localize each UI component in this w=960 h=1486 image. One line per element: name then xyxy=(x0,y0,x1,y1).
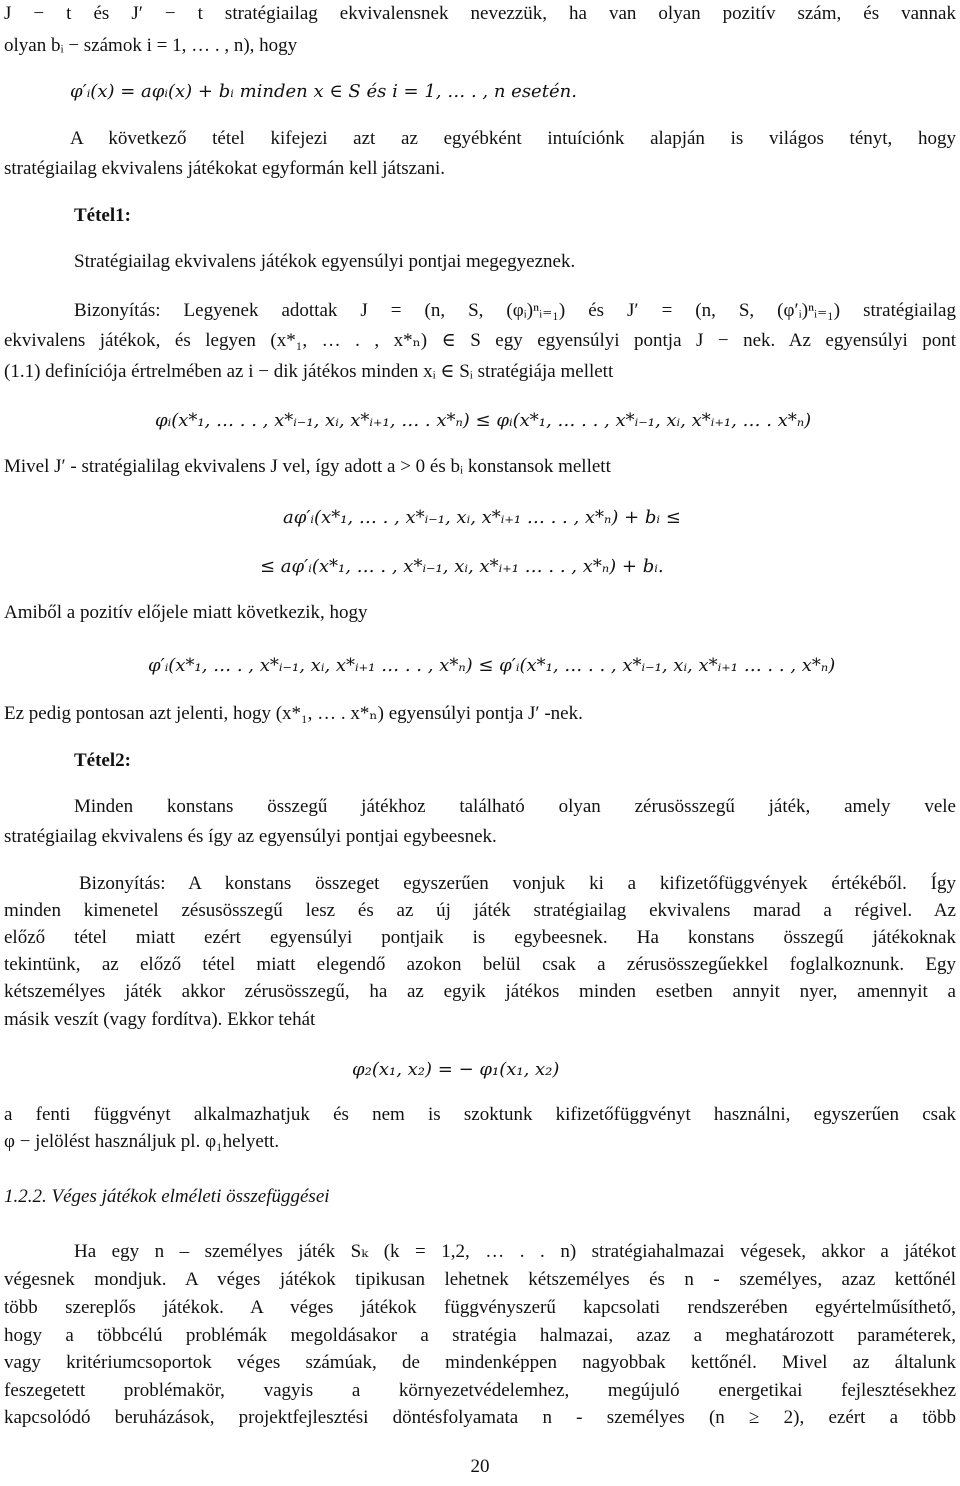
text-line: olyan bᵢ − számok i = 1, … . , n), hogy xyxy=(4,35,298,56)
text-line: ekvivalens játékok, és legyen (x*₁, … . , x*ₙ) ∈ S egy egyensúlyi pontja J − nek. Az egyensúlyi pont xyxy=(4,330,956,351)
text-line: stratégiailag ekvivalens játékokat egyformán kell játszani. xyxy=(4,158,446,179)
text-line: kétszemélyes játék akkor zérusösszegű, ha az egyik játékos minden esetben annyit nyer, amennyit a xyxy=(4,981,956,1002)
theorem-statement: Stratégiailag ekvivalens játékok egyensúlyi pontjai megegyeznek. xyxy=(74,251,576,272)
text-line: hogy a többcélú problémák megoldásakor a stratégia halmazai, azaz a meghatározott paraméterek, xyxy=(4,1325,956,1346)
formula: φ′ᵢ(x) = aφᵢ(x) + bᵢ minden x ∈ S és i = 1, … . , n esetén. xyxy=(70,81,577,102)
text-line: (1.1) definíciója értrelmében az i − dik játékos minden xᵢ ∈ Sᵢ stratégiája mellett xyxy=(4,361,614,382)
text-line: több szereplős játékok. A véges játékok függvényszerű kapcsolati rendszerében egyértelműsíthető, xyxy=(4,1297,956,1318)
text-line: Amiből a pozitív előjele miatt következik, hogy xyxy=(4,602,368,623)
text-line: minden kimenetel zésusösszegű lesz és az új játék stratégiailag ekvivalens marad a régivel. Az xyxy=(4,900,956,921)
formula: φ₂(x₁, x₂) = − φ₁(x₁, x₂) xyxy=(352,1059,560,1080)
page-number: 20 xyxy=(470,1456,490,1477)
text-line: φ − jelölést használjuk pl. φ₁helyett. xyxy=(4,1131,280,1152)
text-line: Ez pedig pontosan azt jelenti, hogy (x*₁, … . x*ₙ) egyensúlyi pontja J′ -nek. xyxy=(4,703,583,724)
text-line: feszegetett problémakör, vagyis a környezetvédelemhez, megújuló energetikai fejlesztésekhez xyxy=(4,1380,956,1401)
text-line: a fenti függvényt alkalmazhatjuk és nem is szoktunk kifizetőfüggvényt használni, egyszerűen csak xyxy=(4,1104,956,1125)
text-line: végesnek mondjuk. A véges játékok tipikusan lehetnek kétszemélyes és n - személyes, azaz kettőnél xyxy=(4,1269,956,1290)
theorem-heading: Tétel1: xyxy=(74,205,131,226)
text-line: J − t és J′ − t stratégiailag ekvivalensnek nevezzük, ha van olyan pozitív szám, és vannak xyxy=(4,3,956,24)
text-line: A következő tétel kifejezi azt az egyébként intuíciónk alapján is világos tényt, hogy xyxy=(70,128,956,149)
formula: aφ′ᵢ(x*₁, … . , x*ᵢ₋₁, xᵢ, x*ᵢ₊₁ … . . , x*ₙ) + bᵢ ≤ xyxy=(283,507,681,528)
text-line: Bizonyítás: Legyenek adottak J = (n, S, (φᵢ)ⁿᵢ₌₁) és J′ = (n, S, (φ′ᵢ)ⁿᵢ₌₁) stratégiailag xyxy=(74,300,956,321)
formula: φᵢ(x*₁, … . . , x*ᵢ₋₁, xᵢ, x*ᵢ₊₁, … . x*ₙ) ≤ φᵢ(x*₁, … . . , x*ᵢ₋₁, xᵢ, x*ᵢ₊₁, … . x*ₙ) xyxy=(155,410,812,431)
text-line: vagy kritériumcsoportok véges számúak, de mindenképpen nagyobbak kettőnél. Mivel az általunk xyxy=(4,1352,956,1373)
section-heading: 1.2.2. Véges játékok elméleti összefüggései xyxy=(4,1186,330,1207)
theorem-statement: stratégiailag ekvivalens és így az egyensúlyi pontjai egybeesnek. xyxy=(4,826,497,847)
text-line: Ha egy n – személyes játék Sₖ (k = 1,2, … . . n) stratégiahalmazai végesek, akkor a játékot xyxy=(74,1241,956,1262)
text-line: másik veszít (vagy fordítva). Ekkor tehát xyxy=(4,1009,316,1030)
text-line: Bizonyítás: A konstans összeget egyszerűen vonjuk ki a kifizetőfüggvények értékéből. Így xyxy=(79,873,956,894)
text-line: előző tétel miatt ezért egyensúlyi pontjaik is egybeesnek. Ha konstans összegű játékoknak xyxy=(4,927,956,948)
formula: ≤ aφ′ᵢ(x*₁, … . , x*ᵢ₋₁, xᵢ, x*ᵢ₊₁ … . . , x*ₙ) + bᵢ. xyxy=(260,556,664,577)
text-line: tekintünk, az előző tétel miatt elegendő azokon belül csak a zérusösszegűekkel foglalkoznunk. Egy xyxy=(4,954,956,975)
theorem-heading: Tétel2: xyxy=(74,750,131,771)
text-line: Mivel J′ - stratégialilag ekvivalens J vel, így adott a > 0 és bᵢ konstansok mellett xyxy=(4,456,611,477)
formula: φ′ᵢ(x*₁, … . , x*ᵢ₋₁, xᵢ, x*ᵢ₊₁ … . . , x*ₙ) ≤ φ′ᵢ(x*₁, … . . , x*ᵢ₋₁, xᵢ, x*ᵢ₊₁ … . . , x*ₙ) xyxy=(148,655,836,676)
text-line: kapcsolódó beruházások, projektfejlesztési döntésfolyamata n - személyes (n ≥ 2), ezért a több xyxy=(4,1407,956,1428)
theorem-statement: Minden konstans összegű játékhoz található olyan zérusösszegű játék, amely vele xyxy=(74,796,956,817)
